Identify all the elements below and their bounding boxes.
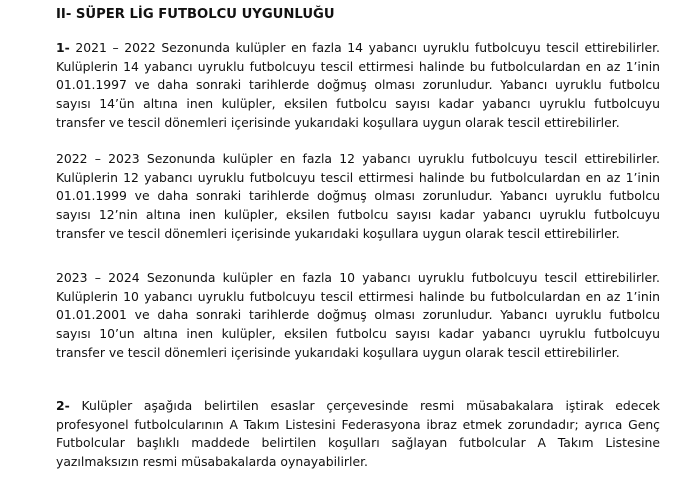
paragraph-line: transfer ve tescil dönemleri içerisinde yukarıdaki koşullara uygun olarak tescil ettirebilirler. — [56, 344, 620, 360]
paragraph-line: sayısı 10’un altına inen kulüpler, eksilen futbolcu sayısı kadar yabancı uyruklu futbolcuyu — [56, 326, 660, 342]
paragraph-line: sayısı 14’ün altına inen kulüpler, eksilen futbolcu sayısı kadar yabancı uyruklu futbolcuyu — [56, 96, 660, 112]
section-title: II- SÜPER LİG FUTBOLCU UYGUNLUĞU — [56, 7, 335, 22]
paragraph-article-2 — [56, 397, 660, 472]
article-number: 1- — [56, 40, 70, 55]
paragraph-article-1 — [56, 39, 660, 133]
paragraph-line: 01.01.1997 ve daha sonraki tarihlerde doğmuş olması zorunludur. Yabancı uyruklu futbolcu — [56, 77, 660, 93]
paragraph-line: sayısı 12’nin altına inen kulüpler, eksilen futbolcu sayısı kadar yabancı uyruklu futbolcuyu — [56, 207, 660, 223]
paragraph-line: Kulüplerin 14 yabancı uyruklu futbolcuyu tescil ettirmesi halinde bu futbolculardan en az 1’inin — [56, 58, 660, 74]
paragraph-line: 01.01.1999 ve daha sonraki tarihlerde doğmuş olması zorunludur. Yabancı uyruklu futbolcu — [56, 188, 660, 204]
paragraph-line: 1- 2021 – 2022 Sezonunda kulüpler en fazla 14 yabancı uyruklu futbolcuyu tescil ettirebilirler. — [56, 40, 660, 55]
article-number: 2- — [56, 398, 70, 413]
paragraph-line: profesyonel futbolcularının A Takım Listesini Federasyona ibraz etmek zorundadır; ayrıca Genç — [56, 416, 660, 432]
paragraph-season-2022-2023 — [56, 150, 660, 244]
paragraph-line: 2- Kulüpler aşağıda belirtilen esaslar çerçevesinde resmi müsabakalara iştirak edecek — [56, 398, 660, 413]
paragraph-line: transfer ve tescil dönemleri içerisinde yukarıdaki koşullara uygun olarak tescil ettirebilirler. — [56, 114, 620, 130]
paragraph-line: yazılmaksızın resmi müsabakalarda oynayabilirler. — [56, 454, 368, 470]
paragraph-line: 01.01.2001 ve daha sonraki tarihlerde doğmuş olması zorunludur. Yabancı uyruklu futbolcu — [56, 307, 660, 323]
paragraph-line: 2023 – 2024 Sezonunda kulüpler en fazla 10 yabancı uyruklu futbolcuyu tescil ettirebilirler. — [56, 270, 660, 285]
paragraph-line: Futbolcular başlıklı maddede belirtilen koşulları sağlayan futbolcular A Takım Listesine — [56, 435, 660, 451]
paragraph-line: Kulüplerin 12 yabancı uyruklu futbolcuyu tescil ettirmesi halinde bu futbolculardan en az 1’inin — [56, 169, 660, 185]
paragraph-season-2023-2024 — [56, 269, 660, 363]
paragraph-line: 2022 – 2023 Sezonunda kulüpler en fazla 12 yabancı uyruklu futbolcuyu tescil ettirebilirler. — [56, 151, 660, 166]
paragraph-line: Kulüplerin 10 yabancı uyruklu futbolcuyu tescil ettirmesi halinde bu futbolculardan en az 1’inin — [56, 288, 660, 304]
paragraph-line: transfer ve tescil dönemleri içerisinde yukarıdaki koşullara uygun olarak tescil ettirebilirler. — [56, 225, 620, 241]
